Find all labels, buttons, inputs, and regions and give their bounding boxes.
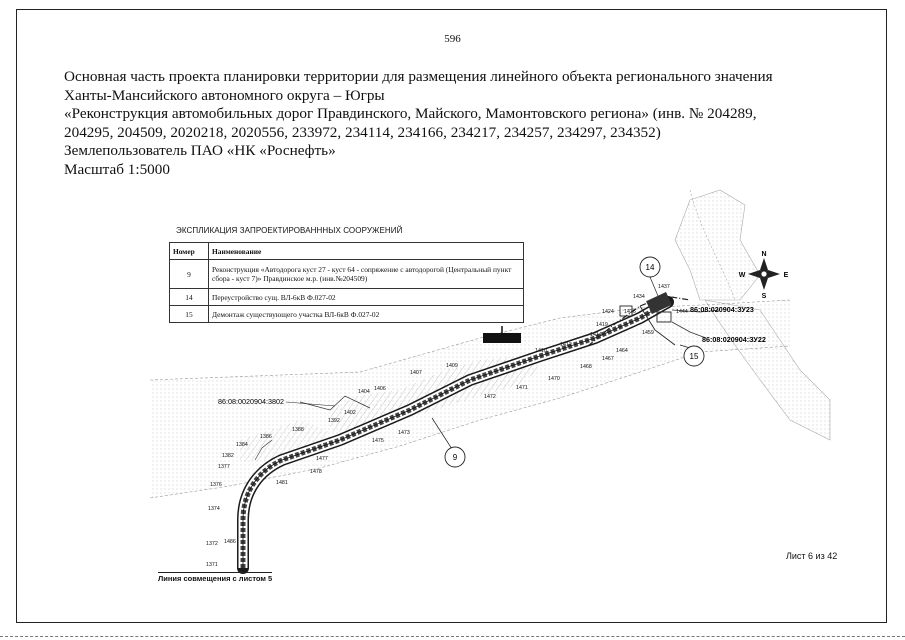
- object-marker-14: [640, 257, 660, 296]
- legend-row-name: Реконструкция «Автодорога куст 27 - куст 64 - сопряжение с автодорогой (Центральный пункт сбора - куст 7)» Правдинское м.р. (инв.№204509): [209, 260, 524, 289]
- legend-row-number: 15: [170, 306, 209, 323]
- header-line-1: Основная часть проекта планировки территории для размещения линейного объекта регионального значения: [64, 68, 773, 85]
- legend-table: [169, 242, 524, 323]
- survey-point-label: 1386: [260, 434, 272, 440]
- survey-point-label: 1410: [535, 348, 547, 354]
- survey-point-label: 1486: [224, 539, 236, 545]
- survey-point-label: 1382: [222, 453, 234, 459]
- survey-point-label: 1388: [292, 427, 304, 433]
- compass-s: S: [761, 293, 767, 300]
- legend-row-name: Переустройство сущ. ВЛ-6кВ Ф.027-02: [209, 289, 524, 306]
- page-number: 596: [444, 33, 461, 45]
- survey-point-label: 1434: [633, 294, 645, 300]
- parcel-label-zu23: 86:08:020904:ЗУ23: [690, 305, 754, 314]
- survey-point-label: 1384: [236, 442, 248, 448]
- survey-point-label: 1471: [516, 385, 528, 391]
- survey-point-label: 1412: [560, 342, 572, 348]
- marker-label-9: 9: [452, 453, 458, 462]
- compass-w: W: [738, 272, 746, 279]
- marker-label-15: 15: [689, 352, 699, 361]
- survey-point-label: 1419: [596, 322, 608, 328]
- survey-point-label: 1404: [358, 389, 370, 395]
- survey-point-label: 1406: [374, 386, 386, 392]
- survey-point-label: 1468: [580, 364, 592, 370]
- legend-row: [170, 260, 524, 289]
- parcel-label-zu22: 86:08:020904:ЗУ22: [702, 335, 766, 344]
- survey-point-label: 1467: [602, 356, 614, 362]
- survey-point-label: 1374: [208, 506, 220, 512]
- legend-row: [170, 289, 524, 306]
- legend-row: [170, 306, 524, 323]
- road-sign: [483, 326, 521, 343]
- sheet-counter: Лист 6 из 42: [786, 551, 838, 561]
- survey-point-label: 1414: [590, 332, 602, 338]
- junction-line-note: Линия совмещения с листом 5: [158, 574, 273, 583]
- scan-edge: [0, 636, 905, 637]
- survey-point-label: 1470: [548, 376, 560, 382]
- survey-point-label: 1377: [218, 464, 230, 470]
- legend-title: ЭКСПЛИКАЦИЯ ЗАПРОЕКТИРОВАНННЫХ СООРУЖЕНИЙ: [176, 226, 403, 235]
- survey-point-label: 1426: [624, 309, 636, 315]
- parcel-label-3802: 86:08:0020904:3802: [218, 397, 284, 406]
- survey-point-label: 1409: [446, 363, 458, 369]
- survey-point-label: 1372: [206, 541, 218, 547]
- legend-row-number: 9: [170, 260, 209, 289]
- survey-point-label: 1477: [316, 456, 328, 462]
- survey-point-label: 1376: [210, 482, 222, 488]
- legend-row-number: 14: [170, 289, 209, 306]
- header-line-5: Землепользователь ПАО «НК «Роснефть»: [64, 142, 336, 159]
- header-line-3: «Реконструкция автомобильных дорог Правдинского, Майского, Мамонтовского региона» (инв. № 204289,: [64, 105, 757, 122]
- survey-point-label: 1402: [344, 410, 356, 416]
- header-line-6: Масштаб 1:5000: [64, 160, 170, 178]
- survey-point-label: 1392: [328, 418, 340, 424]
- survey-point-label: 1475: [372, 438, 384, 444]
- header-line-4: 204295, 204509, 2020218, 2020556, 233972, 234114, 234166, 234217, 234257, 234297, 234352): [64, 123, 661, 141]
- survey-point-label: 1371: [206, 562, 218, 568]
- legend-row-name: Демонтаж существующего участка ВЛ-6кВ Ф.027-02: [209, 306, 524, 323]
- header-line-2: Ханты-Мансийского автономного округа – Югры: [64, 86, 385, 104]
- survey-point-label: 1464: [616, 348, 628, 354]
- survey-point-label: 1459: [642, 330, 654, 336]
- survey-point-label: 1437: [658, 284, 670, 290]
- survey-point-label: 1481: [276, 480, 288, 486]
- survey-point-label: 1472: [484, 394, 496, 400]
- compass-e: E: [783, 272, 789, 279]
- survey-point-label: 1478: [310, 469, 322, 475]
- marker-label-14: 14: [645, 263, 655, 272]
- survey-point-label: 1424: [602, 309, 614, 315]
- survey-point-label: 1473: [398, 430, 410, 436]
- survey-point-label: 1444: [676, 309, 688, 315]
- legend-header-number: Номер: [170, 243, 209, 260]
- survey-point-label: 1407: [410, 370, 422, 376]
- legend-header-name: Наименование: [209, 243, 524, 260]
- compass-n: N: [761, 251, 767, 258]
